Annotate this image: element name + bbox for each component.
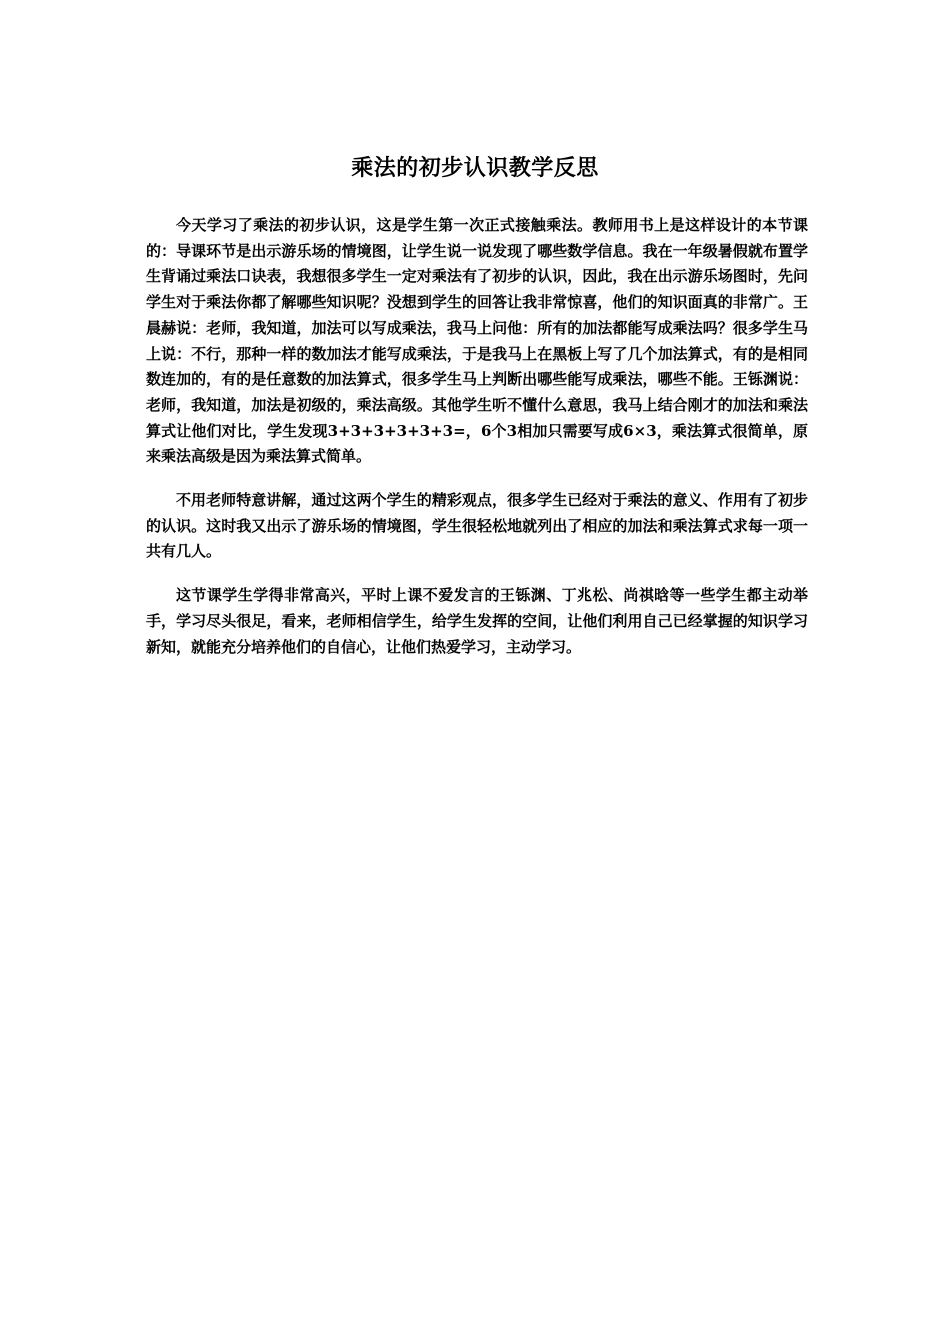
document-body [146,213,808,678]
paragraph-3: 这节课学生学得非常高兴，平时上课不爱发言的王铄渊、丁兆松、尚祺晗等一些学生都主动举手，学习尽头很足，看来，老师相信学生，给学生发挥的空间，让他们利用自己已经掌握的知识学习新知，就能充分培养他们的自信心，让他们热爱学习，主动学习。 [146,586,808,656]
paragraph-1: 今天学习了乘法的初步认识，这是学生第一次正式接触乘法。教师用书上是这样设计的本节课的：导课环节是出示游乐场的情境图，让学生说一说发现了哪些数学信息。我在一年级暑假就布置学生背诵过乘法口诀表，我想很多学生一定对乘法有了初步的认识，因此，我在出示游乐场图时，先问学生对于乘法你都了解哪些知识呢？没想到学生的回答让我非常惊喜，他们的知识面真的非常广。王晨赫说：老师，我知道，加法可以写成乘法，我马上问他：所有的加法都能写成乘法吗？很多学生马上说：不行，那种一样的数加法才能写成乘法，于是我马上在黑板上写了几个加法算式，有的是相同数连加的，有的是任意数的加法算式，很多学生马上判断出哪些能写成乘法，哪些不能。王铄渊说：老师，我知道，加法是初级的，乘法高级。其他学生听不懂什么意思，我马上结合刚才的加法和乘法算式让他们对比，学生发现3+3+3+3+3+3=，6个3相加只需要写成6×3，乘法算式很简单，原来乘法高级是因为乘法算式简单。 [146,216,808,466]
document-title: 乘法的初步认识教学反思 [351,155,599,181]
paragraph-2: 不用老师特意讲解，通过这两个学生的精彩观点，很多学生已经对于乘法的意义、作用有了初步的认识。这时我又出示了游乐场的情境图，学生很轻松地就列出了相应的加法和乘法算式求每一项一共有几人。 [146,491,808,561]
